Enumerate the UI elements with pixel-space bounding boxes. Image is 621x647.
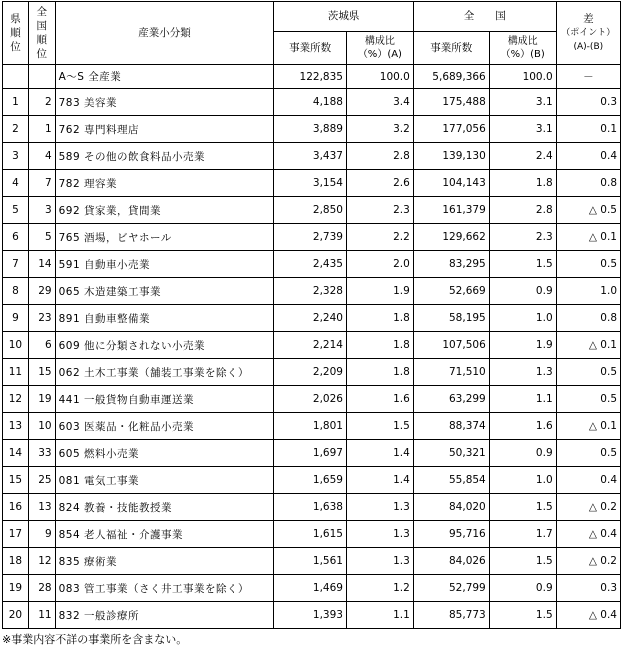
diff-cell: 0.8 bbox=[556, 170, 620, 197]
industry-cell: 782 理容業 bbox=[55, 170, 274, 197]
pref-ratio-cell: 3.2 bbox=[346, 116, 413, 143]
national-rank-cell: 33 bbox=[28, 440, 55, 467]
national-count-cell: 104,143 bbox=[413, 170, 489, 197]
total-label: A～S 全産業 bbox=[55, 65, 274, 89]
pref-count-cell: 3,889 bbox=[274, 116, 347, 143]
pref-ratio-cell: 1.4 bbox=[346, 467, 413, 494]
diff-cell: 0.3 bbox=[556, 89, 620, 116]
pref-rank-cell: 8 bbox=[3, 278, 29, 305]
national-rank-blank bbox=[28, 65, 55, 89]
pref-count-cell: 1,659 bbox=[274, 467, 347, 494]
national-ratio-cell: 1.5 bbox=[489, 548, 556, 575]
national-ratio-cell: 0.9 bbox=[489, 278, 556, 305]
pref-ratio-cell: 1.1 bbox=[346, 602, 413, 629]
diff-cell: △ 0.2 bbox=[556, 548, 620, 575]
national-header: 全 国 bbox=[413, 2, 556, 32]
pref-rank-cell: 13 bbox=[3, 413, 29, 440]
table-row bbox=[3, 170, 621, 197]
national-count-cell: 107,506 bbox=[413, 332, 489, 359]
national-count-cell: 175,488 bbox=[413, 89, 489, 116]
diff-cell: △ 0.4 bbox=[556, 521, 620, 548]
national-count-cell: 84,020 bbox=[413, 494, 489, 521]
pref-ratio-cell: 3.4 bbox=[346, 89, 413, 116]
pref-rank-cell: 1 bbox=[3, 89, 29, 116]
pref-count-cell: 4,188 bbox=[274, 89, 347, 116]
national-rank-cell: 5 bbox=[28, 224, 55, 251]
pref-rank-cell: 9 bbox=[3, 305, 29, 332]
ibaraki-header: 茨城県 bbox=[274, 2, 413, 32]
national-rank-cell: 13 bbox=[28, 494, 55, 521]
total-diff: － bbox=[556, 65, 620, 89]
pref-count-cell: 1,561 bbox=[274, 548, 347, 575]
pref-rank-cell: 4 bbox=[3, 170, 29, 197]
industry-cell: 783 美容業 bbox=[55, 89, 274, 116]
industry-cell: 065 木造建築工事業 bbox=[55, 278, 274, 305]
national-ratio-cell: 2.4 bbox=[489, 143, 556, 170]
national-rank-cell: 9 bbox=[28, 521, 55, 548]
pref-ratio-cell: 2.6 bbox=[346, 170, 413, 197]
diff-cell: 0.3 bbox=[556, 575, 620, 602]
pref-count-cell: 1,469 bbox=[274, 575, 347, 602]
pref-count-cell: 2,240 bbox=[274, 305, 347, 332]
national-ratio-cell: 2.8 bbox=[489, 197, 556, 224]
table-row bbox=[3, 332, 621, 359]
national-ratio-cell: 1.5 bbox=[489, 494, 556, 521]
industry-cell: 609 他に分類されない小売業 bbox=[55, 332, 274, 359]
pref-count-cell: 2,209 bbox=[274, 359, 347, 386]
pref-count-cell: 2,850 bbox=[274, 197, 347, 224]
national-rank-cell: 7 bbox=[28, 170, 55, 197]
pref-rank-cell: 5 bbox=[3, 197, 29, 224]
pref-rank-cell: 12 bbox=[3, 386, 29, 413]
pref-rank-cell: 11 bbox=[3, 359, 29, 386]
national-ratio-cell: 1.0 bbox=[489, 305, 556, 332]
national-rank-cell: 15 bbox=[28, 359, 55, 386]
national-rank-cell: 23 bbox=[28, 305, 55, 332]
national-count-cell: 88,374 bbox=[413, 413, 489, 440]
national-count-cell: 52,669 bbox=[413, 278, 489, 305]
national-ratio-cell: 1.0 bbox=[489, 467, 556, 494]
table-row bbox=[3, 305, 621, 332]
pref-count-cell: 2,328 bbox=[274, 278, 347, 305]
national-ratio-cell: 1.5 bbox=[489, 251, 556, 278]
national-count-cell: 129,662 bbox=[413, 224, 489, 251]
pref-count-cell: 1,615 bbox=[274, 521, 347, 548]
pref-ratio-cell: 1.8 bbox=[346, 305, 413, 332]
total-nat-ratio: 100.0 bbox=[489, 65, 556, 89]
pref-count-cell: 2,214 bbox=[274, 332, 347, 359]
national-rank-cell: 14 bbox=[28, 251, 55, 278]
pref-rank-cell: 16 bbox=[3, 494, 29, 521]
national-count-cell: 50,321 bbox=[413, 440, 489, 467]
pref-rank-cell: 6 bbox=[3, 224, 29, 251]
total-pref-ratio: 100.0 bbox=[346, 65, 413, 89]
industry-cell: 692 貸家業，貸間業 bbox=[55, 197, 274, 224]
industry-cell: 605 燃料小売業 bbox=[55, 440, 274, 467]
table-row bbox=[3, 467, 621, 494]
national-count-cell: 85,773 bbox=[413, 602, 489, 629]
industry-cell: 824 教養・技能教授業 bbox=[55, 494, 274, 521]
diff-cell: 0.5 bbox=[556, 359, 620, 386]
industry-header: 産業小分類 bbox=[55, 2, 274, 65]
pref-ratio-cell: 1.4 bbox=[346, 440, 413, 467]
pref-count-cell: 2,435 bbox=[274, 251, 347, 278]
total-nat-count: 5,689,366 bbox=[413, 65, 489, 89]
pref-ratio-cell: 2.0 bbox=[346, 251, 413, 278]
pref-rank-cell: 15 bbox=[3, 467, 29, 494]
pref-count-cell: 1,638 bbox=[274, 494, 347, 521]
pref-count-cell: 3,154 bbox=[274, 170, 347, 197]
national-ratio-cell: 1.9 bbox=[489, 332, 556, 359]
table-row bbox=[3, 197, 621, 224]
pref-rank-cell: 2 bbox=[3, 116, 29, 143]
table-row bbox=[3, 359, 621, 386]
national-count-cell: 58,195 bbox=[413, 305, 489, 332]
national-ratio-cell: 0.9 bbox=[489, 575, 556, 602]
table-row bbox=[3, 89, 621, 116]
pref-ratio-cell: 1.3 bbox=[346, 521, 413, 548]
diff-cell: △ 0.1 bbox=[556, 332, 620, 359]
national-ratio-cell: 1.3 bbox=[489, 359, 556, 386]
table-row bbox=[3, 494, 621, 521]
table-row bbox=[3, 413, 621, 440]
diff-cell: 0.4 bbox=[556, 143, 620, 170]
pref-ratio-cell: 1.6 bbox=[346, 386, 413, 413]
pref-rank-cell: 20 bbox=[3, 602, 29, 629]
diff-cell: △ 0.1 bbox=[556, 224, 620, 251]
diff-cell: △ 0.4 bbox=[556, 602, 620, 629]
pref-rank-cell: 18 bbox=[3, 548, 29, 575]
diff-header-sub: （ポイント） (A)-(B) bbox=[561, 27, 616, 52]
industry-cell: 062 土木工事業（舗装工事業を除く） bbox=[55, 359, 274, 386]
pref-ratio-cell: 1.8 bbox=[346, 359, 413, 386]
pref-rank-cell: 14 bbox=[3, 440, 29, 467]
industry-cell: 589 その他の飲食料品小売業 bbox=[55, 143, 274, 170]
national-count-cell: 177,056 bbox=[413, 116, 489, 143]
pref-rank-cell: 7 bbox=[3, 251, 29, 278]
table-row bbox=[3, 143, 621, 170]
table-row bbox=[3, 602, 621, 629]
total-pref-count: 122,835 bbox=[274, 65, 347, 89]
national-count-cell: 139,130 bbox=[413, 143, 489, 170]
national-rank-cell: 6 bbox=[28, 332, 55, 359]
diff-cell: 0.4 bbox=[556, 467, 620, 494]
pref-ratio-cell: 2.3 bbox=[346, 197, 413, 224]
table-row bbox=[3, 116, 621, 143]
diff-cell: 0.5 bbox=[556, 440, 620, 467]
national-ratio-cell: 3.1 bbox=[489, 116, 556, 143]
national-ratio-cell: 2.3 bbox=[489, 224, 556, 251]
pref-rank-cell: 3 bbox=[3, 143, 29, 170]
national-rank-header: 全 国 順 位 bbox=[28, 2, 55, 65]
national-ratio-header: 構成比 （%）(B) bbox=[489, 32, 556, 65]
table-row bbox=[3, 440, 621, 467]
table-row bbox=[3, 278, 621, 305]
table-row bbox=[3, 521, 621, 548]
national-ratio-cell: 0.9 bbox=[489, 440, 556, 467]
industry-cell: 591 自動車小売業 bbox=[55, 251, 274, 278]
national-rank-cell: 19 bbox=[28, 386, 55, 413]
pref-count-cell: 1,697 bbox=[274, 440, 347, 467]
diff-cell: 0.8 bbox=[556, 305, 620, 332]
diff-cell: △ 0.1 bbox=[556, 413, 620, 440]
pref-count-cell: 2,026 bbox=[274, 386, 347, 413]
national-count-cell: 71,510 bbox=[413, 359, 489, 386]
table-row bbox=[3, 575, 621, 602]
national-ratio-cell: 1.7 bbox=[489, 521, 556, 548]
national-rank-cell: 1 bbox=[28, 116, 55, 143]
national-rank-cell: 11 bbox=[28, 602, 55, 629]
pref-count-cell: 2,739 bbox=[274, 224, 347, 251]
pref-ratio-cell: 1.5 bbox=[346, 413, 413, 440]
national-count-cell: 95,716 bbox=[413, 521, 489, 548]
industry-cell: 765 酒場，ビヤホール bbox=[55, 224, 274, 251]
national-rank-cell: 4 bbox=[28, 143, 55, 170]
pref-ratio-cell: 2.8 bbox=[346, 143, 413, 170]
pref-count-cell: 3,437 bbox=[274, 143, 347, 170]
national-ratio-cell: 1.1 bbox=[489, 386, 556, 413]
table-row bbox=[3, 251, 621, 278]
industry-cell: 832 一般診療所 bbox=[55, 602, 274, 629]
national-rank-cell: 29 bbox=[28, 278, 55, 305]
diff-header-label: 差 bbox=[583, 12, 594, 25]
pref-count-cell: 1,801 bbox=[274, 413, 347, 440]
national-count-header: 事業所数 bbox=[413, 32, 489, 65]
ibaraki-count-header: 事業所数 bbox=[274, 32, 347, 65]
pref-ratio-cell: 2.2 bbox=[346, 224, 413, 251]
pref-ratio-cell: 1.3 bbox=[346, 494, 413, 521]
diff-cell: △ 0.2 bbox=[556, 494, 620, 521]
pref-rank-blank bbox=[3, 65, 29, 89]
industry-cell: 835 療術業 bbox=[55, 548, 274, 575]
footnote: ※事業内容不詳の事業所を含まない。 bbox=[2, 633, 188, 646]
national-rank-cell: 25 bbox=[28, 467, 55, 494]
national-count-cell: 83,295 bbox=[413, 251, 489, 278]
ibaraki-ratio-header: 構成比 （%）(A) bbox=[346, 32, 413, 65]
industry-cell: 081 電気工事業 bbox=[55, 467, 274, 494]
national-ratio-cell: 3.1 bbox=[489, 89, 556, 116]
pref-rank-cell: 17 bbox=[3, 521, 29, 548]
national-ratio-cell: 1.6 bbox=[489, 413, 556, 440]
table-row bbox=[3, 548, 621, 575]
pref-ratio-cell: 1.2 bbox=[346, 575, 413, 602]
table-row bbox=[3, 386, 621, 413]
diff-cell: 0.5 bbox=[556, 251, 620, 278]
diff-cell: 1.0 bbox=[556, 278, 620, 305]
pref-ratio-cell: 1.9 bbox=[346, 278, 413, 305]
national-count-cell: 84,026 bbox=[413, 548, 489, 575]
industry-cell: 891 自動車整備業 bbox=[55, 305, 274, 332]
national-ratio-cell: 1.5 bbox=[489, 602, 556, 629]
national-rank-cell: 28 bbox=[28, 575, 55, 602]
industry-cell: 083 管工事業（さく井工事業を除く） bbox=[55, 575, 274, 602]
national-rank-cell: 12 bbox=[28, 548, 55, 575]
pref-rank-cell: 19 bbox=[3, 575, 29, 602]
pref-count-cell: 1,393 bbox=[274, 602, 347, 629]
pref-ratio-cell: 1.3 bbox=[346, 548, 413, 575]
industry-cell: 441 一般貨物自動車運送業 bbox=[55, 386, 274, 413]
national-rank-cell: 3 bbox=[28, 197, 55, 224]
industry-cell: 762 専門料理店 bbox=[55, 116, 274, 143]
industry-ranking-table bbox=[2, 1, 621, 629]
diff-header bbox=[556, 2, 620, 65]
industry-cell: 603 医薬品・化粧品小売業 bbox=[55, 413, 274, 440]
total-row bbox=[3, 65, 621, 89]
national-rank-cell: 2 bbox=[28, 89, 55, 116]
pref-rank-header: 県 順 位 bbox=[3, 2, 29, 65]
national-count-cell: 63,299 bbox=[413, 386, 489, 413]
national-rank-cell: 10 bbox=[28, 413, 55, 440]
national-ratio-cell: 1.8 bbox=[489, 170, 556, 197]
diff-cell: 0.5 bbox=[556, 386, 620, 413]
national-count-cell: 52,799 bbox=[413, 575, 489, 602]
pref-ratio-cell: 1.8 bbox=[346, 332, 413, 359]
pref-rank-cell: 10 bbox=[3, 332, 29, 359]
table-row bbox=[3, 224, 621, 251]
industry-cell: 854 老人福祉・介護事業 bbox=[55, 521, 274, 548]
diff-cell: △ 0.5 bbox=[556, 197, 620, 224]
national-count-cell: 161,379 bbox=[413, 197, 489, 224]
national-count-cell: 55,854 bbox=[413, 467, 489, 494]
diff-cell: 0.1 bbox=[556, 116, 620, 143]
